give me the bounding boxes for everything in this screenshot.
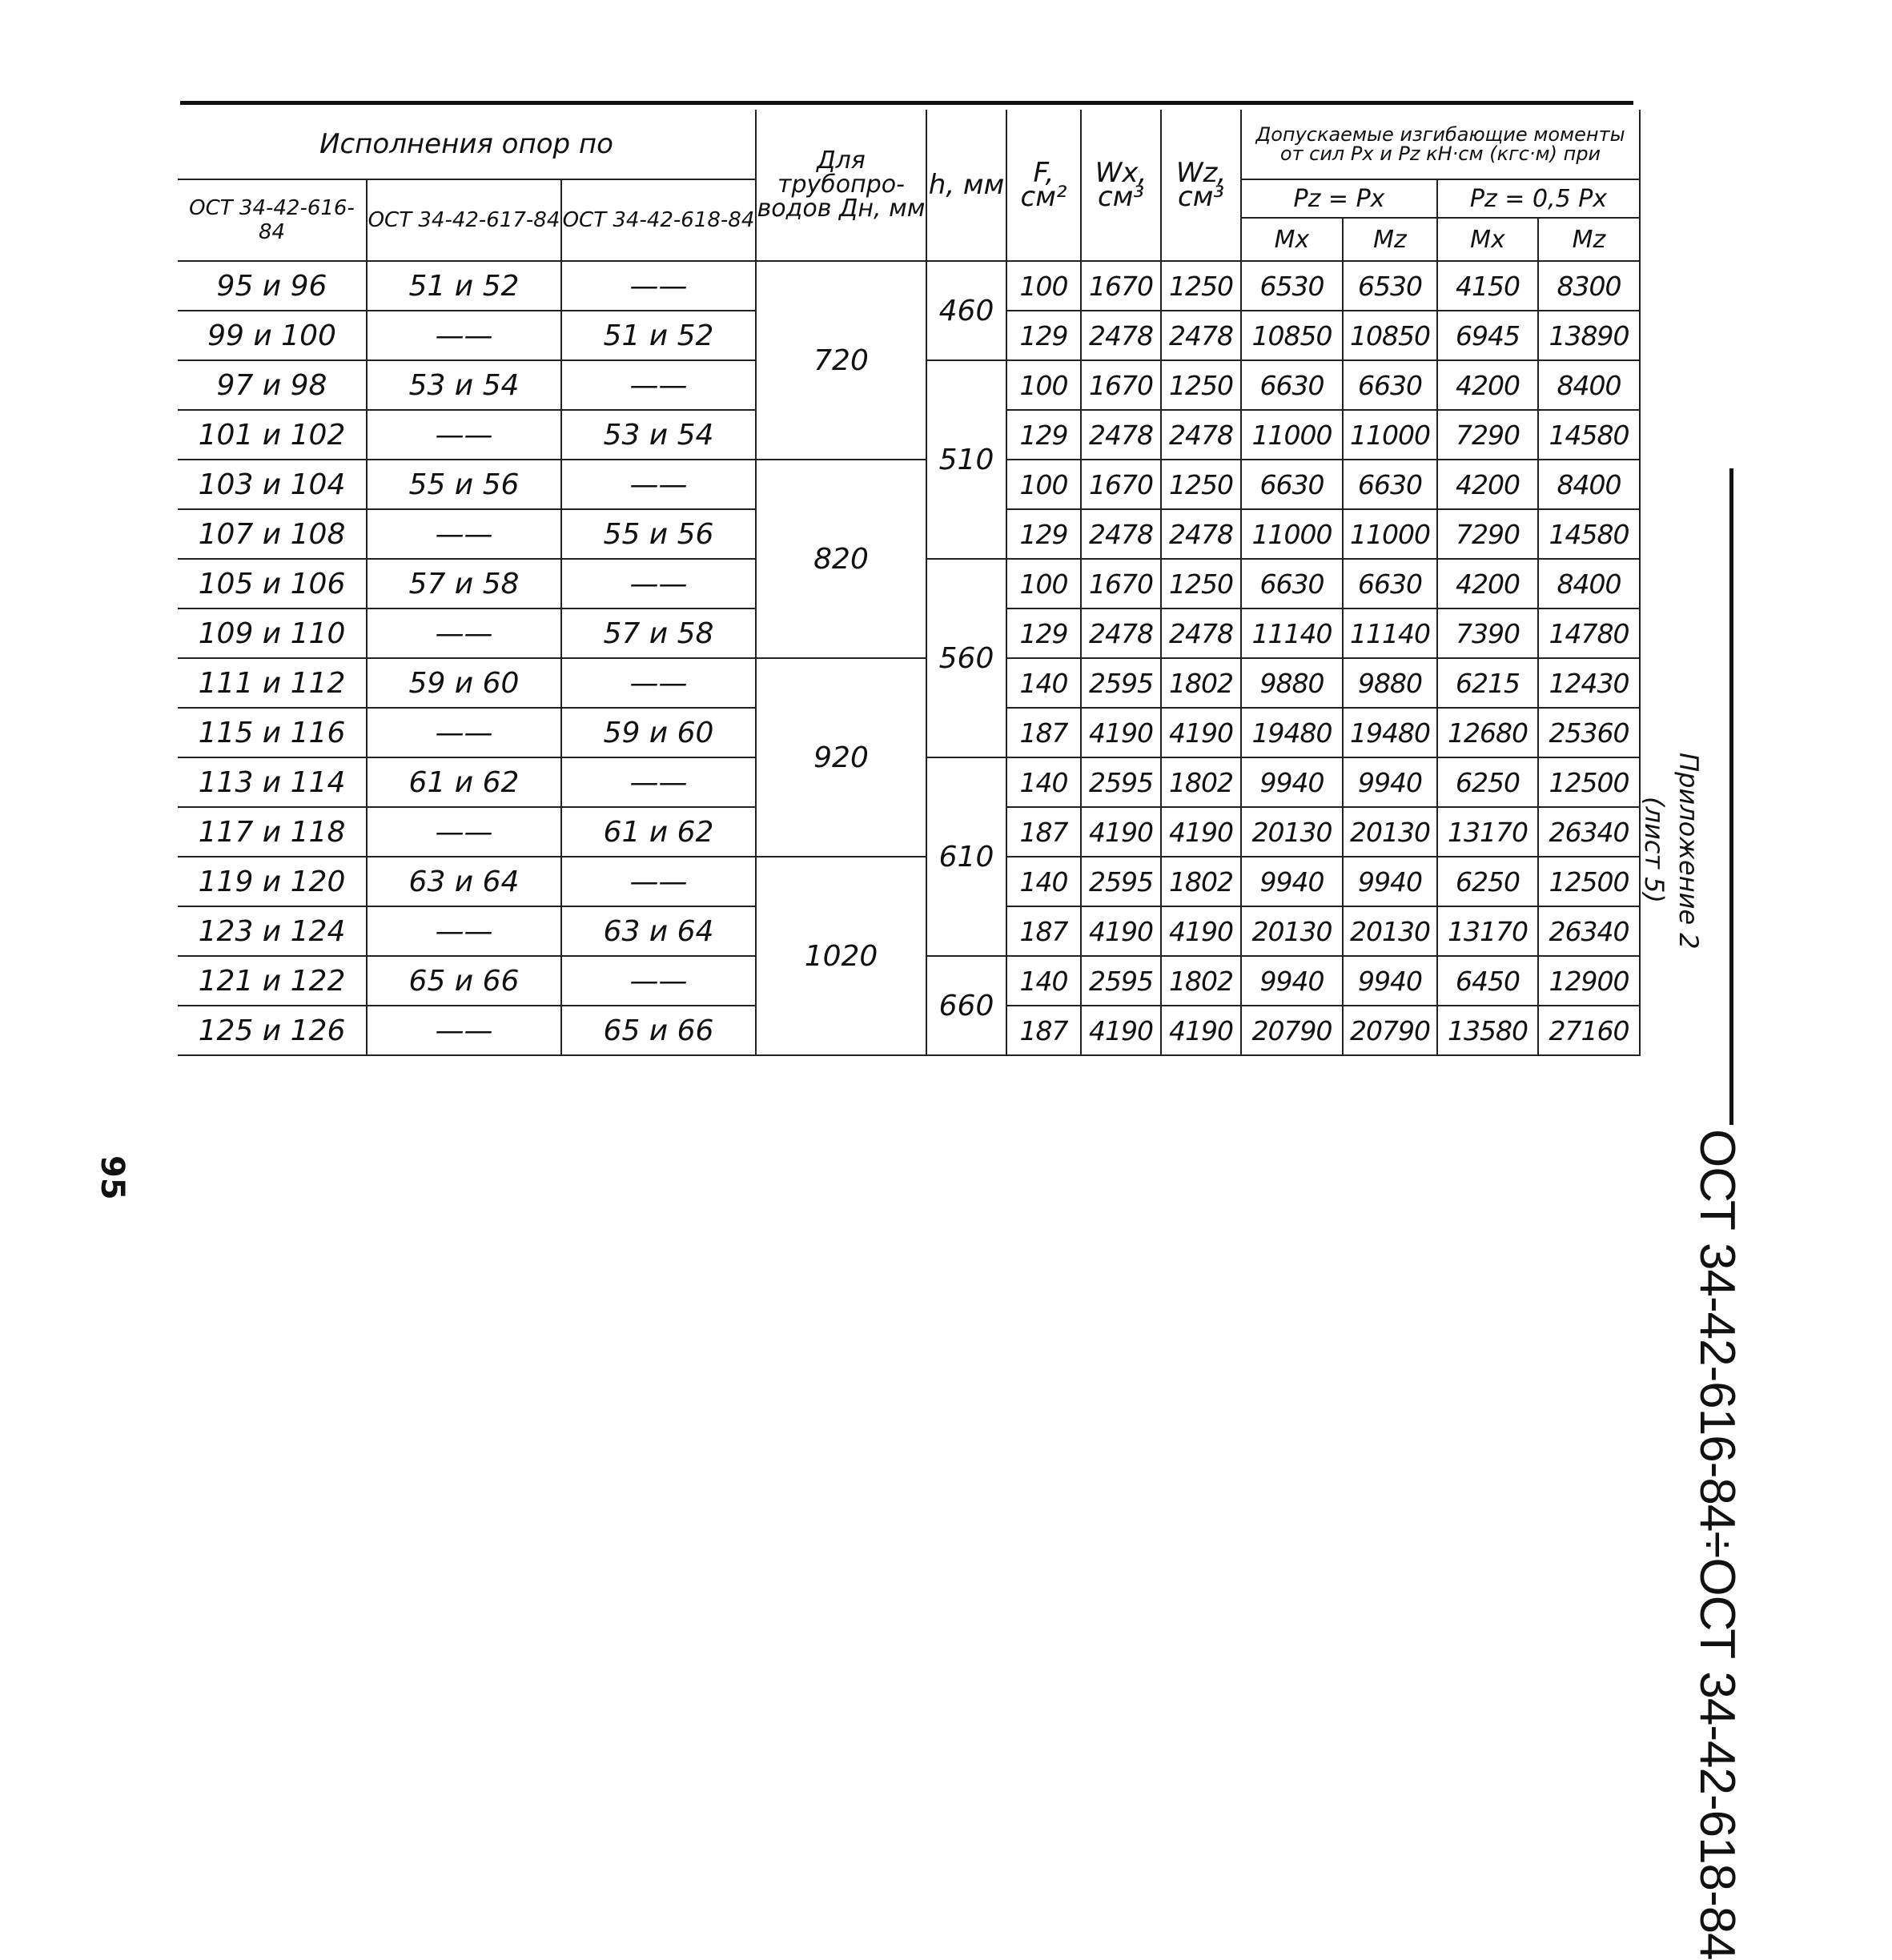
- dn-cell: 1020: [756, 857, 926, 1055]
- wz-cell: 2478: [1161, 311, 1241, 360]
- wz-cell: 1802: [1161, 658, 1241, 708]
- ost-618-cell: ——: [561, 360, 756, 410]
- mz-half-cell: 14580: [1538, 410, 1640, 460]
- ost-617-cell: ——: [367, 807, 561, 857]
- mx-equal-cell: 6630: [1241, 460, 1343, 509]
- mx-half-cell: 4200: [1437, 559, 1538, 608]
- ost-617-cell: 59 и 60: [367, 658, 561, 708]
- mx-equal-cell: 20130: [1241, 807, 1343, 857]
- mz-equal-cell: 11140: [1343, 608, 1437, 658]
- ost-617-header: ОСТ 34-42-617-84: [367, 179, 561, 261]
- ost-618-cell: 51 и 52: [561, 311, 756, 360]
- f-cell: 187: [1006, 1006, 1081, 1055]
- mz-half-cell: 26340: [1538, 807, 1640, 857]
- mz-half-cell: 12900: [1538, 956, 1640, 1006]
- wx-cell: 4190: [1081, 807, 1161, 857]
- wx-cell: 2595: [1081, 658, 1161, 708]
- ost-618-cell: ——: [561, 460, 756, 509]
- dn-cell: 820: [756, 460, 926, 658]
- mx-equal-cell: 11000: [1241, 509, 1343, 559]
- f-cell: 129: [1006, 311, 1081, 360]
- ost-618-cell: 57 и 58: [561, 608, 756, 658]
- wx-cell: 1670: [1081, 360, 1161, 410]
- side-title-rule: [1729, 468, 1782, 1125]
- ost-616-cell: 111 и 112: [178, 658, 367, 708]
- mx-equal-cell: 9940: [1241, 757, 1343, 807]
- ost-616-cell: 101 и 102: [178, 410, 367, 460]
- mz-equal-cell: 11000: [1343, 509, 1437, 559]
- f-cell: 140: [1006, 658, 1081, 708]
- ost-616-cell: 125 и 126: [178, 1006, 367, 1055]
- ost-617-cell: ——: [367, 608, 561, 658]
- mx-half-cell: 4200: [1437, 460, 1538, 509]
- ost-616-cell: 109 и 110: [178, 608, 367, 658]
- wz-cell: 1250: [1161, 261, 1241, 311]
- wz-cell: 1802: [1161, 956, 1241, 1006]
- mx-half-cell: 4150: [1437, 261, 1538, 311]
- moments-header: Допускаемые изгибающие моменты от сил Px и Pz кН·см (кгс·м) при: [1241, 110, 1640, 179]
- ost-618-cell: ——: [561, 261, 756, 311]
- table-row: [178, 658, 1640, 708]
- mz-half-cell: 8400: [1538, 360, 1640, 410]
- mz-half-cell: 14780: [1538, 608, 1640, 658]
- wx-cell: 2478: [1081, 608, 1161, 658]
- f-cell: 140: [1006, 757, 1081, 807]
- mz-equal-cell: 11000: [1343, 410, 1437, 460]
- mx-half-cell: 6450: [1437, 956, 1538, 1006]
- mz-half-cell: 8300: [1538, 261, 1640, 311]
- ost-617-cell: 61 и 62: [367, 757, 561, 807]
- sheet-label: (лист 5): [1639, 797, 1669, 903]
- mz-equal-cell: 6630: [1343, 360, 1437, 410]
- ost-618-cell: ——: [561, 757, 756, 807]
- ost-617-cell: 53 и 54: [367, 360, 561, 410]
- ost-616-cell: 103 и 104: [178, 460, 367, 509]
- mx-equal-cell: 20130: [1241, 906, 1343, 956]
- ost-618-cell: ——: [561, 559, 756, 608]
- variants-title: Исполнения опор по: [178, 110, 756, 179]
- ost-618-cell: 59 и 60: [561, 708, 756, 757]
- wz-cell: 1802: [1161, 857, 1241, 906]
- mz-half-cell: 8400: [1538, 460, 1640, 509]
- ost-618-cell: 55 и 56: [561, 509, 756, 559]
- wz-cell: 4190: [1161, 708, 1241, 757]
- case-equal-header: Pz = Px: [1241, 179, 1437, 218]
- mx-half-cell: 13170: [1437, 906, 1538, 956]
- wz-cell: 1250: [1161, 360, 1241, 410]
- table-row: [178, 261, 1640, 311]
- wz-cell: 4190: [1161, 1006, 1241, 1055]
- wz-cell: 4190: [1161, 807, 1241, 857]
- mx-half-cell: 6945: [1437, 311, 1538, 360]
- mx-equal-cell: 6530: [1241, 261, 1343, 311]
- f-cell: 129: [1006, 608, 1081, 658]
- dn-cell: 720: [756, 261, 926, 460]
- ost-616-cell: 95 и 96: [178, 261, 367, 311]
- h-header: h, мм: [926, 110, 1006, 261]
- mz-equal-cell: 6630: [1343, 559, 1437, 608]
- wx-header: Wx, см³: [1081, 110, 1161, 261]
- mz-half-cell: 14580: [1538, 509, 1640, 559]
- wx-cell: 2478: [1081, 509, 1161, 559]
- ost-618-cell: ——: [561, 857, 756, 906]
- ost-618-header: ОСТ 34-42-618-84: [561, 179, 756, 261]
- standard-title: ОСТ 34-42-616-84÷ОСТ 34-42-618-84: [1689, 1129, 1745, 1960]
- ost-616-header: ОСТ 34-42-616-84: [178, 179, 367, 261]
- mz-header: Mz: [1343, 218, 1437, 261]
- wx-cell: 4190: [1081, 1006, 1161, 1055]
- mx-half-cell: 13170: [1437, 807, 1538, 857]
- mx-equal-cell: 9940: [1241, 956, 1343, 1006]
- top-rule: [180, 101, 1633, 105]
- f-cell: 187: [1006, 708, 1081, 757]
- wx-cell: 1670: [1081, 460, 1161, 509]
- mx-equal-cell: 11000: [1241, 410, 1343, 460]
- page-number: 95: [94, 1155, 131, 1200]
- wx-cell: 2478: [1081, 410, 1161, 460]
- wz-cell: 4190: [1161, 906, 1241, 956]
- wz-cell: 1250: [1161, 559, 1241, 608]
- case-half-header: Pz = 0,5 Px: [1437, 179, 1640, 218]
- mx-half-cell: 13580: [1437, 1006, 1538, 1055]
- ost-617-cell: 63 и 64: [367, 857, 561, 906]
- mx-half-cell: 7290: [1437, 410, 1538, 460]
- ost-616-cell: 117 и 118: [178, 807, 367, 857]
- h-cell: 660: [926, 956, 1006, 1055]
- mz-half-cell: 8400: [1538, 559, 1640, 608]
- ost-617-cell: ——: [367, 906, 561, 956]
- wx-cell: 4190: [1081, 906, 1161, 956]
- ost-616-cell: 119 и 120: [178, 857, 367, 906]
- mx-equal-cell: 19480: [1241, 708, 1343, 757]
- mx-equal-cell: 10850: [1241, 311, 1343, 360]
- f-cell: 140: [1006, 857, 1081, 906]
- mz-half-cell: 13890: [1538, 311, 1640, 360]
- ost-617-cell: ——: [367, 311, 561, 360]
- mz-half-cell: 12500: [1538, 857, 1640, 906]
- ost-618-cell: 53 и 54: [561, 410, 756, 460]
- mz-half-cell: 27160: [1538, 1006, 1640, 1055]
- ost-617-cell: 51 и 52: [367, 261, 561, 311]
- f-cell: 187: [1006, 906, 1081, 956]
- spec-table: [178, 110, 1641, 1056]
- ost-616-cell: 121 и 122: [178, 956, 367, 1006]
- ost-616-cell: 105 и 106: [178, 559, 367, 608]
- h-cell: 610: [926, 757, 1006, 956]
- ost-617-cell: 65 и 66: [367, 956, 561, 1006]
- wz-cell: 2478: [1161, 410, 1241, 460]
- f-header: F, см²: [1006, 110, 1081, 261]
- mx-equal-cell: 9880: [1241, 658, 1343, 708]
- appendix-label: Приложение 2: [1673, 753, 1704, 950]
- f-cell: 140: [1006, 956, 1081, 1006]
- mz-half-cell: 26340: [1538, 906, 1640, 956]
- dn-cell: 920: [756, 658, 926, 857]
- ost-618-cell: 65 и 66: [561, 1006, 756, 1055]
- mx-half-cell: 7390: [1437, 608, 1538, 658]
- mz-equal-cell: 9940: [1343, 956, 1437, 1006]
- ost-616-cell: 97 и 98: [178, 360, 367, 410]
- mz-header: Mz: [1538, 218, 1640, 261]
- f-cell: 129: [1006, 509, 1081, 559]
- mz-equal-cell: 19480: [1343, 708, 1437, 757]
- ost-618-cell: 61 и 62: [561, 807, 756, 857]
- ost-617-cell: ——: [367, 1006, 561, 1055]
- mz-equal-cell: 20130: [1343, 906, 1437, 956]
- mx-half-cell: 7290: [1437, 509, 1538, 559]
- mx-header: Mx: [1437, 218, 1538, 261]
- mz-equal-cell: 6530: [1343, 261, 1437, 311]
- mx-half-cell: 6250: [1437, 757, 1538, 807]
- h-cell: 510: [926, 360, 1006, 559]
- ost-616-cell: 113 и 114: [178, 757, 367, 807]
- ost-616-cell: 107 и 108: [178, 509, 367, 559]
- ost-618-cell: ——: [561, 658, 756, 708]
- ost-616-cell: 99 и 100: [178, 311, 367, 360]
- mz-equal-cell: 10850: [1343, 311, 1437, 360]
- f-cell: 100: [1006, 559, 1081, 608]
- ost-617-cell: ——: [367, 708, 561, 757]
- mx-equal-cell: 11140: [1241, 608, 1343, 658]
- table-row: [178, 857, 1640, 906]
- wx-cell: 2478: [1081, 311, 1161, 360]
- mz-equal-cell: 9940: [1343, 757, 1437, 807]
- wx-cell: 4190: [1081, 708, 1161, 757]
- ost-617-cell: ——: [367, 509, 561, 559]
- mx-half-cell: 6250: [1437, 857, 1538, 906]
- mz-equal-cell: 20790: [1343, 1006, 1437, 1055]
- wx-cell: 1670: [1081, 261, 1161, 311]
- mz-equal-cell: 9880: [1343, 658, 1437, 708]
- mx-equal-cell: 6630: [1241, 559, 1343, 608]
- mx-equal-cell: 20790: [1241, 1006, 1343, 1055]
- mx-half-cell: 12680: [1437, 708, 1538, 757]
- wx-cell: 1670: [1081, 559, 1161, 608]
- wx-cell: 2595: [1081, 757, 1161, 807]
- f-cell: 100: [1006, 261, 1081, 311]
- wz-cell: 2478: [1161, 509, 1241, 559]
- wz-cell: 2478: [1161, 608, 1241, 658]
- h-cell: 560: [926, 559, 1006, 757]
- wx-cell: 2595: [1081, 857, 1161, 906]
- f-cell: 100: [1006, 460, 1081, 509]
- mx-half-cell: 6215: [1437, 658, 1538, 708]
- ost-616-cell: 123 и 124: [178, 906, 367, 956]
- mz-equal-cell: 20130: [1343, 807, 1437, 857]
- mz-equal-cell: 6630: [1343, 460, 1437, 509]
- mz-half-cell: 12430: [1538, 658, 1640, 708]
- f-cell: 187: [1006, 807, 1081, 857]
- wx-cell: 2595: [1081, 956, 1161, 1006]
- ost-617-cell: ——: [367, 410, 561, 460]
- mz-half-cell: 25360: [1538, 708, 1640, 757]
- ost-616-cell: 115 и 116: [178, 708, 367, 757]
- mz-equal-cell: 9940: [1343, 857, 1437, 906]
- ost-618-cell: ——: [561, 956, 756, 1006]
- mx-header: Mx: [1241, 218, 1343, 261]
- f-cell: 100: [1006, 360, 1081, 410]
- f-cell: 129: [1006, 410, 1081, 460]
- mx-half-cell: 4200: [1437, 360, 1538, 410]
- ost-617-cell: 55 и 56: [367, 460, 561, 509]
- wz-header: Wz, см³: [1161, 110, 1241, 261]
- mx-equal-cell: 9940: [1241, 857, 1343, 906]
- table-row: [178, 460, 1640, 509]
- ost-617-cell: 57 и 58: [367, 559, 561, 608]
- pipeline-header: Для трубопро- водов Дн, мм: [756, 110, 926, 261]
- ost-618-cell: 63 и 64: [561, 906, 756, 956]
- mz-half-cell: 12500: [1538, 757, 1640, 807]
- wz-cell: 1802: [1161, 757, 1241, 807]
- mx-equal-cell: 6630: [1241, 360, 1343, 410]
- wz-cell: 1250: [1161, 460, 1241, 509]
- h-cell: 460: [926, 261, 1006, 360]
